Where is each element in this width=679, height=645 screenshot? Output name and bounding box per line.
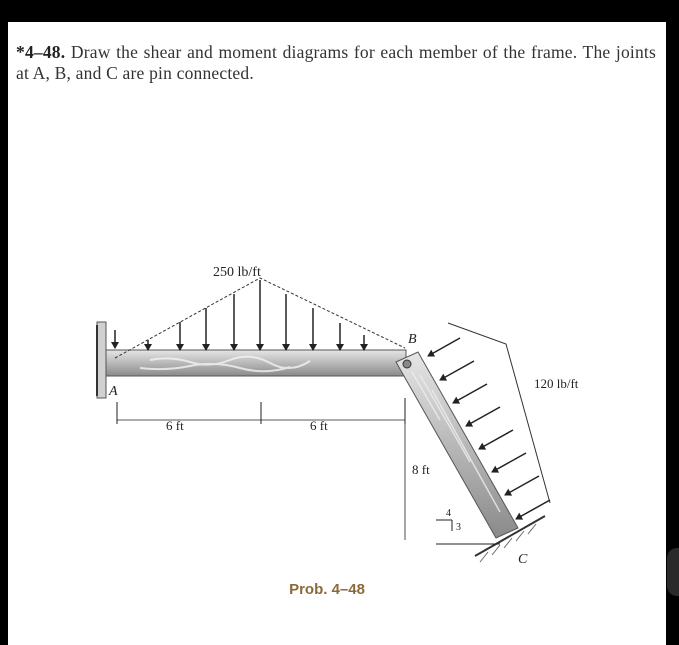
slope-indicator [436,520,452,531]
load-top-label: 250 lb/ft [213,265,261,280]
wall-support-a [97,322,106,398]
dim-left-label: 6 ft [166,418,184,433]
load-incline-label: 120 lb/ft [534,376,579,391]
joint-b-pin [403,360,411,368]
slope-side-label: 3 [456,522,461,533]
joint-a-label: A [109,384,118,399]
figure-caption: Prob. 4–48 [289,581,365,598]
problem-text: Draw the shear and moment diagrams for each member of the frame. The joints at A, B, and C are pin connected. [16,42,656,83]
problem-number: *4–48. [16,42,66,62]
overlay-edge [667,548,679,596]
slope-top-label: 4 [446,508,451,519]
joint-c-label: C [518,552,528,567]
member-ab [106,350,406,376]
dim-right-label: 6 ft [310,418,328,433]
dimension-horizontal [117,398,405,424]
distributed-load-top [115,278,405,358]
joint-b-label: B [408,332,417,347]
dim-vertical-label: 8 ft [412,462,430,477]
